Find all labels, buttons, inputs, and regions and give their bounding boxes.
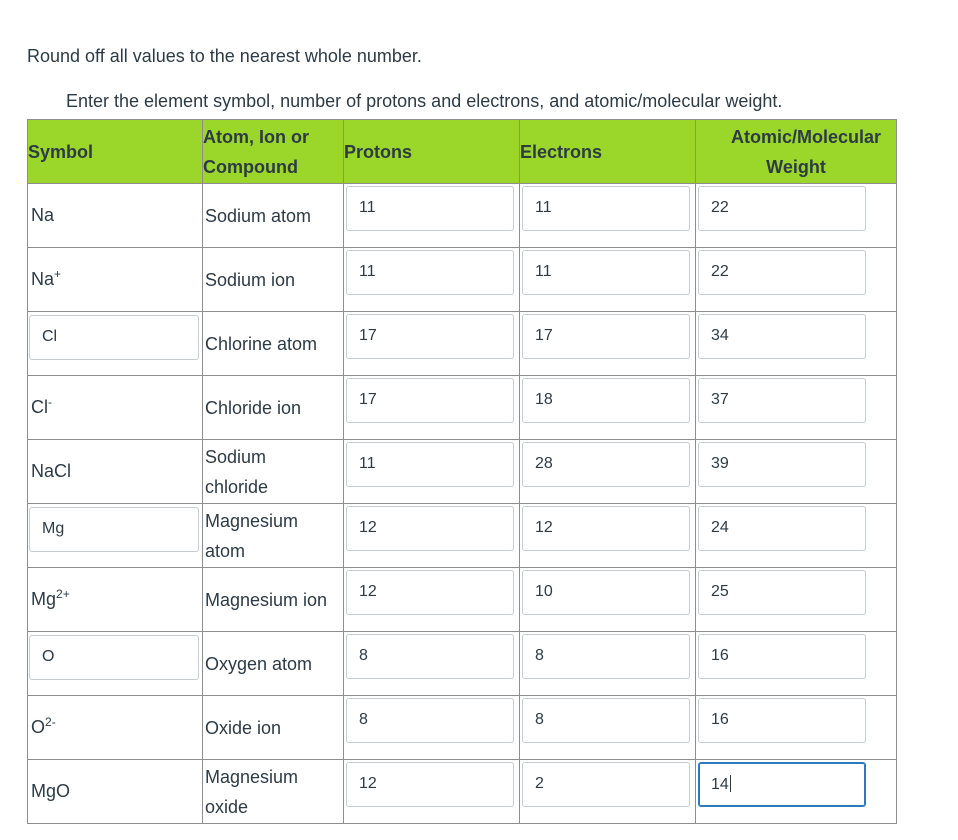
electrons-value: 17 [535, 327, 553, 344]
header-atom-ion-compound [203, 120, 344, 184]
protons-input[interactable] [346, 250, 514, 295]
table-row [28, 632, 897, 696]
species-name: Magnesium ion [205, 589, 328, 610]
charge-superscript: + [54, 267, 62, 281]
protons-cell [344, 248, 520, 312]
protons-value: 11 [359, 455, 376, 472]
protons-value: 8 [359, 647, 368, 664]
electrons-value: 11 [535, 263, 552, 280]
symbol-text: Mg [42, 520, 65, 537]
species-name-cell [203, 184, 344, 248]
symbol-text: Na [31, 205, 55, 225]
electrons-input[interactable] [522, 186, 690, 231]
protons-value: 12 [359, 519, 377, 536]
electrons-value: 8 [535, 711, 544, 728]
header-weight-line2: Weight [766, 156, 826, 177]
protons-cell [344, 184, 520, 248]
weight-input[interactable] [698, 250, 866, 295]
weight-cell [696, 440, 897, 504]
electrons-input[interactable] [522, 378, 690, 423]
charge-superscript: - [48, 395, 52, 409]
protons-cell [344, 760, 520, 824]
electrons-value: 12 [535, 519, 553, 536]
symbol-text: MgO [31, 781, 71, 801]
symbol-text: O [42, 648, 55, 665]
species-name-cell [203, 504, 344, 568]
electrons-input[interactable] [522, 442, 690, 487]
protons-value: 17 [359, 391, 377, 408]
weight-input[interactable] [698, 186, 866, 231]
table-row [28, 440, 897, 504]
species-name: Sodium atom [205, 205, 312, 226]
symbol-label [31, 589, 70, 609]
weight-cell [696, 312, 897, 376]
header-weight [696, 120, 897, 184]
species-name-cell [203, 440, 344, 504]
weight-cell [696, 248, 897, 312]
symbol-text: Cl [42, 328, 58, 345]
table-row [28, 696, 897, 760]
protons-input[interactable] [346, 378, 514, 423]
weight-value: 24 [711, 519, 729, 536]
symbol-text: Na [31, 269, 55, 289]
symbol-cell [28, 376, 203, 440]
table-row [28, 504, 897, 568]
header-symbol: Symbol [28, 120, 203, 184]
symbol-text: O [31, 717, 46, 737]
table-row [28, 376, 897, 440]
header-row [28, 120, 897, 184]
weight-input[interactable] [698, 698, 866, 743]
symbol-input[interactable] [29, 315, 199, 360]
electrons-cell [520, 504, 696, 568]
protons-value: 8 [359, 711, 368, 728]
weight-input[interactable] [698, 314, 866, 359]
protons-value: 17 [359, 327, 377, 344]
electrons-cell [520, 632, 696, 696]
species-name: Magnesium [205, 510, 299, 531]
weight-input[interactable] [698, 442, 866, 487]
species-name: Chlorine atom [205, 333, 318, 354]
electrons-cell [520, 248, 696, 312]
symbol-input[interactable] [29, 507, 199, 552]
electrons-value: 8 [535, 647, 544, 664]
electrons-input[interactable] [522, 762, 690, 807]
protons-cell [344, 376, 520, 440]
charge-superscript: 2+ [56, 587, 70, 601]
protons-cell [344, 696, 520, 760]
header-atom-line2: Compound [203, 156, 298, 177]
species-name: Chloride ion [205, 397, 302, 418]
protons-value: 12 [359, 775, 377, 792]
weight-value: 37 [711, 391, 729, 408]
protons-cell [344, 568, 520, 632]
electrons-input[interactable] [522, 250, 690, 295]
symbol-cell [28, 760, 203, 824]
electrons-input[interactable] [522, 698, 690, 743]
header-atom-line1: Atom, Ion or [203, 126, 309, 147]
electrons-value: 10 [535, 583, 553, 600]
symbol-cell [28, 248, 203, 312]
protons-input[interactable] [346, 442, 514, 487]
electrons-cell [520, 184, 696, 248]
electrons-value: 18 [535, 391, 553, 408]
weight-cell [696, 504, 897, 568]
table-row [28, 568, 897, 632]
protons-input[interactable] [346, 634, 514, 679]
species-name: Oxide ion [205, 717, 282, 738]
table-row [28, 184, 897, 248]
text-cursor [730, 775, 731, 792]
protons-input[interactable] [346, 506, 514, 551]
symbol-label [31, 205, 54, 225]
weight-cell [696, 632, 897, 696]
symbol-cell [28, 568, 203, 632]
species-name: Magnesium [205, 766, 299, 787]
header-protons: Protons [344, 120, 520, 184]
protons-cell [344, 312, 520, 376]
symbol-label [31, 269, 61, 289]
species-name-line2: oxide [205, 796, 249, 817]
header-electrons: Electrons [520, 120, 696, 184]
weight-input[interactable] [698, 506, 866, 551]
protons-input[interactable] [346, 186, 514, 231]
species-name-line2: chloride [205, 476, 269, 497]
weight-value: 22 [711, 199, 729, 216]
symbol-cell [28, 184, 203, 248]
rounding-instruction: Round off all values to the nearest whole number. [27, 46, 422, 66]
table-row [28, 312, 897, 376]
weight-input[interactable] [698, 762, 866, 807]
electrons-value: 28 [535, 455, 553, 472]
species-name-cell [203, 760, 344, 824]
species-name-cell [203, 248, 344, 312]
weight-value: 22 [711, 263, 729, 280]
protons-input[interactable] [346, 314, 514, 359]
weight-cell [696, 184, 897, 248]
electrons-cell [520, 376, 696, 440]
weight-value: 34 [711, 327, 729, 344]
protons-value: 11 [359, 199, 376, 216]
protons-value: 11 [359, 263, 376, 280]
electrons-input[interactable] [522, 570, 690, 615]
symbol-cell[interactable] [28, 312, 203, 376]
protons-cell [344, 632, 520, 696]
weight-value: 16 [711, 711, 729, 728]
symbol-label [31, 461, 71, 481]
electrons-value: 2 [535, 775, 544, 792]
symbol-input[interactable] [29, 635, 199, 680]
symbol-label [31, 717, 56, 737]
electrons-cell [520, 760, 696, 824]
species-name-cell [203, 312, 344, 376]
protons-input[interactable] [346, 698, 514, 743]
weight-cell [696, 696, 897, 760]
species-name: Oxygen atom [205, 653, 313, 674]
header-weight-line1: Atomic/Molecular [730, 126, 882, 147]
symbol-cell[interactable] [28, 632, 203, 696]
weight-value: 25 [711, 583, 729, 600]
table-row [28, 248, 897, 312]
entry-instruction: Enter the element symbol, number of protons and electrons, and atomic/molecular weight. [66, 91, 783, 111]
electrons-cell [520, 312, 696, 376]
electrons-cell [520, 440, 696, 504]
answer-table [27, 119, 897, 824]
weight-input[interactable] [698, 378, 866, 423]
symbol-text: NaCl [31, 461, 72, 481]
electrons-input[interactable] [522, 314, 690, 359]
symbol-label [31, 397, 52, 417]
symbol-cell[interactable] [28, 504, 203, 568]
protons-input[interactable] [346, 570, 514, 615]
species-name-line2: atom [205, 540, 246, 561]
symbol-label [31, 781, 70, 801]
weight-value: 39 [711, 455, 729, 472]
electrons-input[interactable] [522, 506, 690, 551]
symbol-text: Mg [31, 589, 57, 609]
weight-cell [696, 760, 897, 824]
weight-value: 14 [711, 776, 729, 793]
symbol-cell [28, 440, 203, 504]
protons-cell [344, 504, 520, 568]
weight-cell [696, 568, 897, 632]
electrons-cell [520, 696, 696, 760]
protons-cell [344, 440, 520, 504]
species-name: Sodium ion [205, 269, 296, 290]
symbol-cell [28, 696, 203, 760]
species-name-cell [203, 568, 344, 632]
species-name-cell [203, 376, 344, 440]
electrons-value: 11 [535, 199, 552, 216]
electrons-cell [520, 568, 696, 632]
weight-input[interactable] [698, 570, 866, 615]
protons-input[interactable] [346, 762, 514, 807]
species-name-cell [203, 632, 344, 696]
species-name-cell [203, 696, 344, 760]
protons-value: 12 [359, 583, 377, 600]
weight-cell [696, 376, 897, 440]
species-name: Sodium [205, 446, 267, 467]
table-row [28, 760, 897, 824]
charge-superscript: 2- [45, 715, 56, 729]
weight-value: 16 [711, 647, 729, 664]
electrons-input[interactable] [522, 634, 690, 679]
weight-input[interactable] [698, 634, 866, 679]
symbol-text: Cl [31, 397, 48, 417]
